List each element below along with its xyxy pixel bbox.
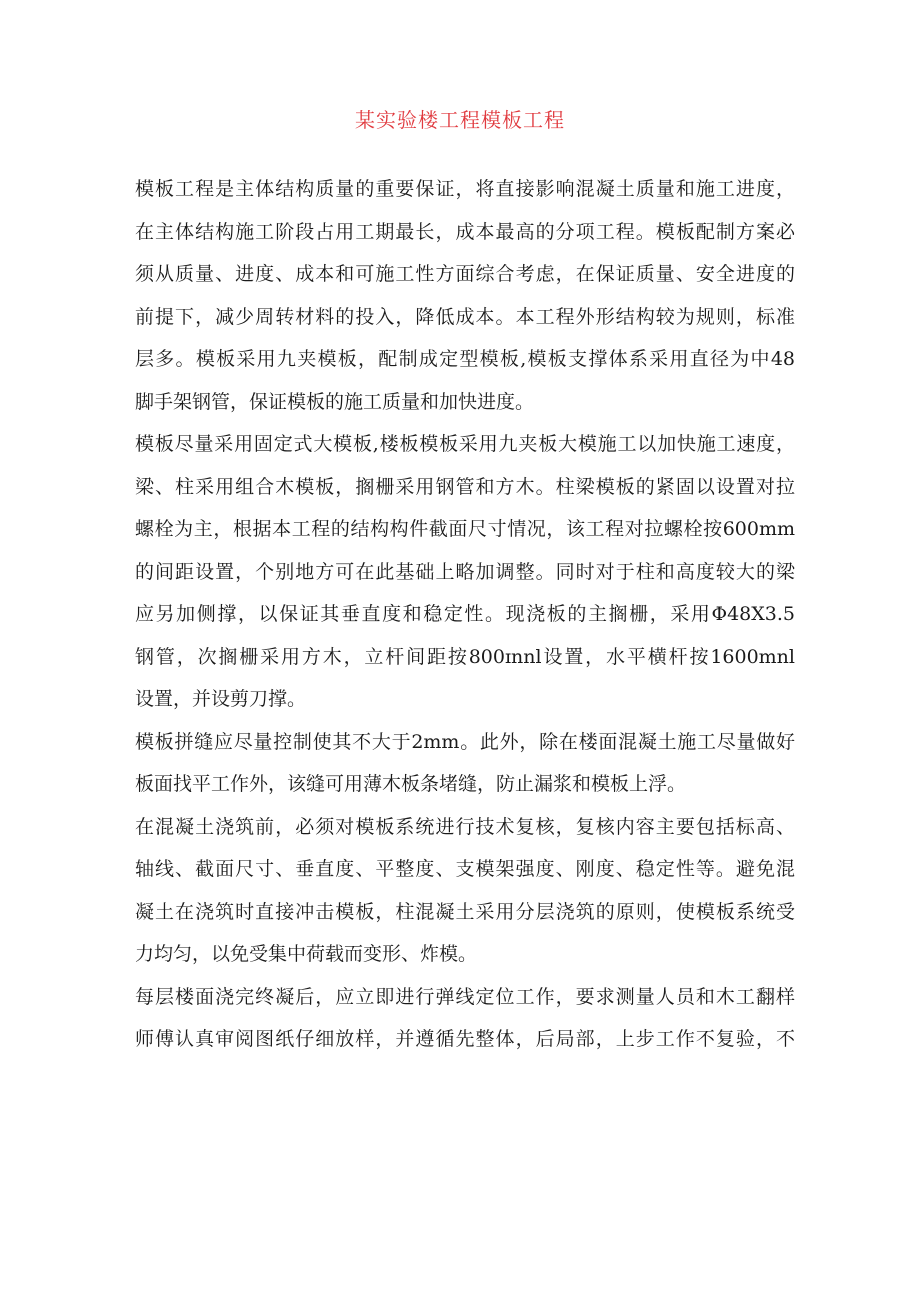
document-body bbox=[135, 168, 795, 1061]
text-line: 每层楼面浇完终凝后，应立即进行弹线定位工作，要求测量人员和木工翻样 bbox=[135, 985, 795, 1008]
text-line: 模板拼缝应尽量控制使其不大于2mm。此外，除在楼面混凝土施工尽量做好 bbox=[135, 730, 795, 753]
paragraph-3 bbox=[135, 721, 795, 806]
paragraph-1 bbox=[135, 168, 795, 423]
text-line: 在主体结构施工阶段占用工期最长，成本最高的分项工程。模板配制方案必 bbox=[135, 220, 795, 243]
text-line: 脚手架钢管，保证模板的施工质量和加快进度。 bbox=[135, 390, 535, 413]
text-line: 螺栓为主，根据本工程的结构构件截面尺寸情况，该工程对拉螺栓按600mm bbox=[135, 518, 795, 540]
text-line: 师傅认真审阅图纸仔细放样，并遵循先整体，后局部，上步工作不复验，不 bbox=[135, 1028, 795, 1050]
text-line: 的间距设置，个别地方可在此基础上略加调整。同时对于柱和高度较大的梁 bbox=[135, 560, 795, 583]
paragraph-2 bbox=[135, 423, 795, 721]
text-line: 板面找平工作外，该缝可用薄木板条堵缝，防止漏浆和模板上浮。 bbox=[135, 773, 687, 795]
text-line: 层多。模板采用九夹模板，配制成定型模板,模板支撑体系采用直径为中48 bbox=[135, 348, 795, 370]
paragraph-4 bbox=[135, 806, 795, 976]
text-line: 凝土在浇筑时直接冲击模板，柱混凝土采用分层浇筑的原则，使模板系统受 bbox=[135, 900, 795, 923]
text-line: 设置，并设剪刀撑。 bbox=[135, 688, 307, 710]
paragraph-5 bbox=[135, 976, 795, 1061]
document-title: 某实验楼工程模板工程 bbox=[355, 108, 565, 132]
text-line: 轴线、截面尺寸、垂直度、平整度、支模架强度、刚度、稳定性等。避免混 bbox=[135, 858, 795, 880]
text-line: 模板尽量采用固定式大模板,楼板模板采用九夹板大模施工以加快施工速度， bbox=[135, 433, 795, 455]
text-line: 须从质量、进度、成本和可施工性方面综合考虑，在保证质量、安全进度的 bbox=[135, 263, 795, 285]
text-line: 力均匀，以免受集中荷载而变形、炸模。 bbox=[135, 943, 478, 965]
text-line: 在混凝土浇筑前，必须对模板系统进行技术复核，复核内容主要包括标高、 bbox=[135, 815, 795, 838]
text-line: 模板工程是主体结构质量的重要保证，将直接影响混凝土质量和施工进度， bbox=[135, 178, 795, 200]
text-line: 钢管，次搁栅采用方木，立杆间距按800ɪnnl设置，水平横杆按1600mnl bbox=[135, 645, 795, 668]
text-line: 应另加侧撑，以保证其垂直度和稳定性。现浇板的主搁栅，采用Φ48X3.5 bbox=[135, 603, 795, 625]
text-line: 梁、柱采用组合木模板，搁栅采用钢管和方木。柱梁模板的紧固以设置对拉 bbox=[135, 475, 795, 498]
text-line: 前提下，减少周转材料的投入，降低成本。本工程外形结构较为规则，标准 bbox=[135, 305, 795, 328]
